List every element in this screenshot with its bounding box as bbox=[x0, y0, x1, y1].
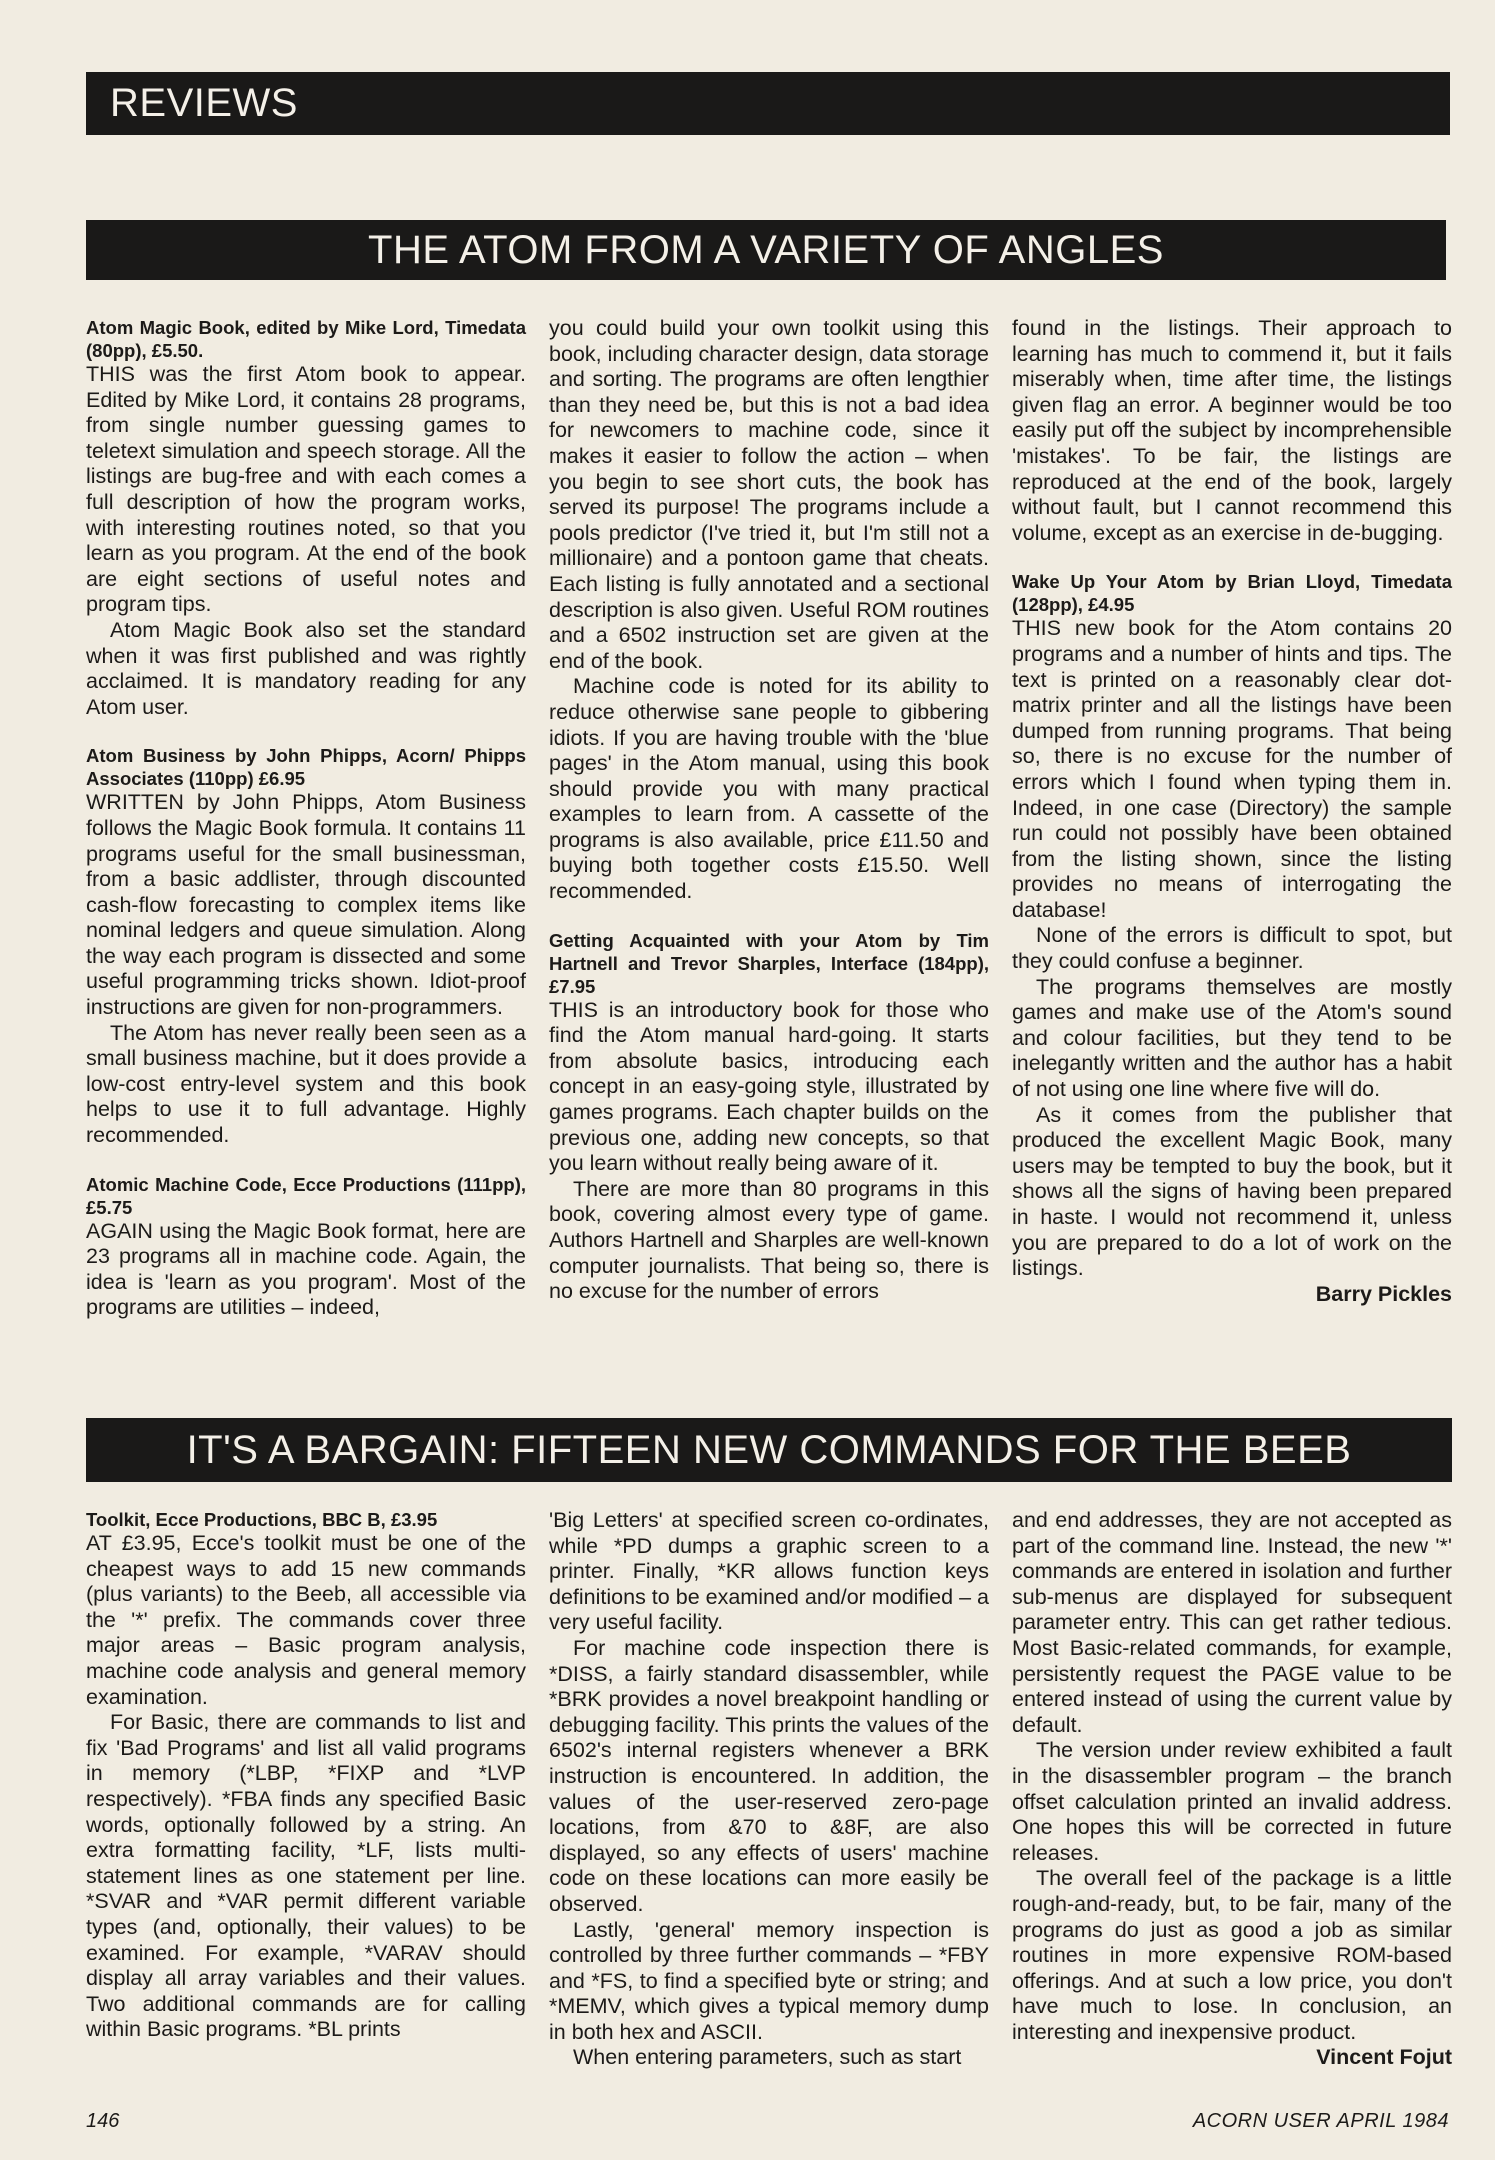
paragraph: AT £3.95, Ecce's toolkit must be one of the cheapest ways to add 15 new commands (plus variants) to the Beeb, all accessible via the '*' prefix. The commands cover three major areas – Basic program analysis, machine code analysis and general memory examination. bbox=[86, 1531, 526, 1709]
paragraph: The Atom has never really been seen as a small business machine, but it does provide a low-cost entry-level system and this book helps to use it to full advantage. Highly recommended. bbox=[86, 1020, 526, 1148]
text-column bbox=[549, 316, 989, 1366]
paragraph: AGAIN using the Magic Book format, here are 23 programs all in machine code. Again, the idea is 'learn as you program'. Most of the programs are utilities – indeed, bbox=[86, 1218, 526, 1320]
issue-line: ACORN USER APRIL 1984 bbox=[1192, 2110, 1449, 2132]
paragraph: Machine code is noted for its ability to reduce otherwise sane people to gibbering idiots. If you are having trouble with the 'blue pages' in the Atom manual, using this book should provide you with many practical examples to learn from. A cassette of the programs is also available, price £11.50 and buying both together costs £15.50. Well recommended. bbox=[549, 674, 989, 904]
text-column bbox=[549, 1508, 989, 2068]
article-body bbox=[86, 1508, 1452, 2068]
paragraph: THIS new book for the Atom contains 20 programs and a number of hints and tips. The text is printed on a reasonably clear dot-matrix printer and all the listings have been dumped from running programs. That being so, there is no excuse for the number of errors which I found when typing them in. Indeed, in one case (Directory) the sample run could not possibly have been obtained from the listing shown, since the listing provides no means of interrogating the database! bbox=[1012, 616, 1452, 922]
author-byline: Vincent Fojut bbox=[1316, 2045, 1452, 2070]
paragraph: you could build your own toolkit using this book, including character design, data storage and sorting. The programs are often lengthier than they need be, but this is not a bad idea for newcomers to machine code, since it makes it easier to follow the action – when you begin to see short cuts, the book has served its purpose! The programs include a pools predictor (I've tried it, but I'm still not a millionaire) and a pontoon game that cheats. Each listing is fully annotated and a sectional description is also given. Useful ROM routines and a 6502 instruction set are given at the end of the book. bbox=[549, 316, 989, 673]
text-column bbox=[1012, 1508, 1452, 2068]
book-title: Atom Business by John Phipps, Acorn/ Phipps Associates (110pp) £6.95 bbox=[86, 745, 526, 790]
book-title: Atom Magic Book, edited by Mike Lord, Timedata (80pp), £5.50. bbox=[86, 317, 526, 361]
paragraph: and end addresses, they are not accepted as part of the command line. Instead, the new '*' commands are entered in isolation and further sub-menus are displayed for subsequent parameter entry. This can get rather tedious. Most Basic-related commands, for example, persistently request the PAGE value to be entered instead of using the current value by default. bbox=[1012, 1508, 1452, 1737]
paragraph: 'Big Letters' at specified screen co-ordinates, while *PD dumps a graphic screen to a printer. Finally, *KR allows function keys definitions to be examined and/or modified – a very useful facility. bbox=[549, 1508, 989, 1635]
book-title: Toolkit, Ecce Productions, BBC B, £3.95 bbox=[86, 1509, 438, 1530]
text-column bbox=[1012, 316, 1452, 1366]
text-column bbox=[86, 1508, 526, 2068]
paragraph: As it comes from the publisher that produced the excellent Magic Book, many users may be tempted to buy the book, but it shows all the signs of having been prepared in haste. I would not recommend it, unless you are prepared to do a lot of work on the listings. bbox=[1012, 1102, 1452, 1281]
section-header bbox=[86, 72, 1450, 135]
paragraph: THIS was the first Atom book to appear. Edited by Mike Lord, it contains 28 programs, from single number guessing games to teletext simulation and speech storage. All the listings are bug-free and with each comes a full description of how the program works, with interesting routines noted, so that you learn as you program. At the end of the book are eight sections of useful notes and program tips. bbox=[86, 362, 526, 617]
book-title: Wake Up Your Atom by Brian Lloyd, Timedata (128pp), £4.95 bbox=[1012, 571, 1452, 616]
paragraph: Lastly, 'general' memory inspection is controlled by three further commands – *FBY and *FS, to find a specified byte or string; and *MEMV, which gives a typical memory dump in both hex and ASCII. bbox=[549, 1917, 989, 2044]
paragraph: Atom Magic Book also set the standard when it was first published and was rightly acclaimed. It is mandatory reading for any Atom user. bbox=[86, 617, 526, 719]
article-headline: IT'S A BARGAIN: FIFTEEN NEW COMMANDS FOR THE BEEB bbox=[86, 1418, 1452, 1482]
paragraph: WRITTEN by John Phipps, Atom Business follows the Magic Book formula. It contains 11 programs useful for the small businessman, from a basic addlister, through discounted cash-flow forecasting to complex items like nominal ledgers and queue simulation. Along the way each program is dissected and some useful programming tricks shown. Idiot-proof instructions are given for non-programmers. bbox=[86, 790, 526, 1020]
section-title: REVIEWS bbox=[110, 81, 298, 125]
paragraph: For machine code inspection there is *DISS, a fairly standard disassembler, while *BRK provides a novel breakpoint handling or debugging facility. This prints the values of the 6502's internal registers whenever a BRK instruction is encountered. In addition, the values of the user-reserved zero-page locations, from &70 to &8F, are also displayed, so any effects of users' machine code on these locations can more easily be observed. bbox=[549, 1635, 989, 1916]
book-title: Atomic Machine Code, Ecce Productions (111pp), £5.75 bbox=[86, 1173, 526, 1218]
paragraph: None of the errors is difficult to spot, but they could confuse a beginner. bbox=[1012, 923, 1452, 974]
paragraph: The overall feel of the package is a little rough-and-ready, but, to be fair, many of the programs do just as good a job as similar routines in more expensive ROM-based offerings. And at such a low price, you don't have much to lose. In conclusion, an interesting and inexpensive product. bbox=[1012, 1866, 1452, 2044]
paragraph: THIS is an introductory book for those who find the Atom manual hard-going. It starts from absolute basics, introducing each concept in an easy-going style, illustrated by games programs. Each chapter builds on the previous one, adding new concepts, so that you learn without really being aware of it. bbox=[549, 997, 989, 1176]
paragraph: The programs themselves are mostly games and make use of the Atom's sound and colour facilities, but they tend to be inelegantly written and the author has a habit of not using one line where five will do. bbox=[1012, 974, 1452, 1102]
article-body bbox=[86, 316, 1452, 1366]
author-byline: Barry Pickles bbox=[1315, 1281, 1452, 1306]
text-column bbox=[86, 316, 526, 1366]
paragraph: There are more than 80 programs in this book, covering almost every type of game. Authors Hartnell and Sharples are well-known computer journalists. That being so, there is no excuse for the number of errors bbox=[549, 1176, 989, 1304]
page-number: 146 bbox=[86, 2110, 120, 2132]
paragraph: When entering parameters, such as start bbox=[573, 2045, 962, 2070]
paragraph: The version under review exhibited a fault in the disassembler program – the branch offset calculation printed an invalid address. One hopes this will be corrected in future releases. bbox=[1012, 1738, 1452, 1865]
book-title: Getting Acquainted with your Atom by Tim Hartnell and Trevor Sharples, Interface (184pp), £7.95 bbox=[549, 929, 989, 997]
paragraph: found in the listings. Their approach to learning has much to commend it, but it fails miserably when, time after time, the listings given flag an error. A beginner would be too easily put off the subject by incomprehensible 'mistakes'. To be fair, the listings are reproduced at the end of the book, largely without fault, but I cannot recommend this volume, except as an exercise in de-bugging. bbox=[1012, 316, 1452, 545]
article-headline: THE ATOM FROM A VARIETY OF ANGLES bbox=[86, 220, 1446, 280]
paragraph: For Basic, there are commands to list and fix 'Bad Programs' and list all valid programs in memory (*LBP, *FIXP and *LVP respectively). *FBA finds any specified Basic words, optionally followed by a string. An extra formatting facility, *LF, lists multi-statement lines as one statement per line. *SVAR and *VAR permit different variable types (and, optionally, their values) to be examined. For example, *VARAV should display all array variables and their values. Two additional commands are for calling within Basic programs. *BL prints bbox=[86, 1710, 526, 2042]
